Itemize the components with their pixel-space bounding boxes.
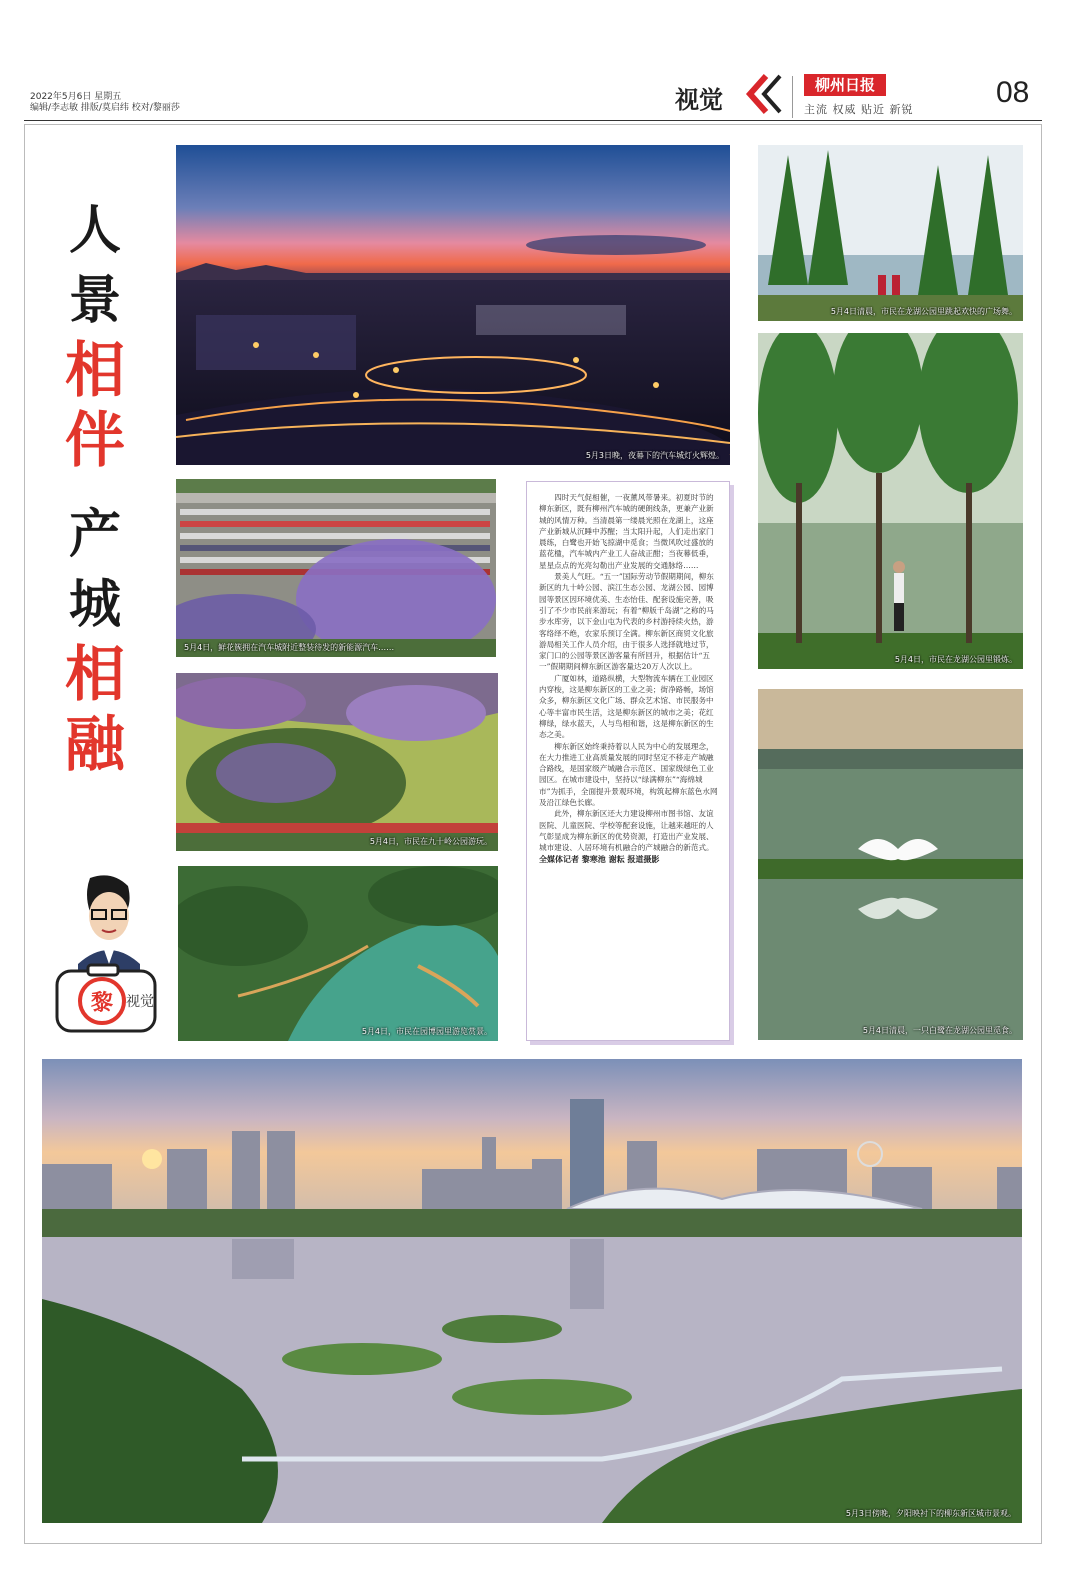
article-paragraph: 景美人气旺。“五一”国际劳动节假期期间，柳东新区的九十岭公园、滨江生态公园、龙湖公园、园博园等景区因环境优美、生态怡佳、配套设施完善，吸引了不少市民前来游玩；有着“柳版千岛湖”之称的马步水库旁，以下金山屯为代表的乡村游持续火热，游客络绎不绝，农家乐预订全满。柳东新区商贸文化旅游局相关工作人员介绍，由于很多人选择就地过节，家门口的公园等景区游客量有所回升，根据估计“五一”假期期间柳东新区游客量达20万人次以上。 [539, 572, 714, 672]
caption-aerial-park: 5月4日，市民在园博园里游览赏景。 [361, 1027, 492, 1036]
exercise-image [758, 333, 1023, 669]
section-title: 视觉 [675, 86, 723, 114]
chevron-left-icon [744, 72, 784, 116]
night-city-image [176, 145, 730, 465]
page-number: 08 [996, 76, 1030, 109]
header-date: 2022年5月6日 星期五 [30, 92, 122, 102]
caption-night-city: 5月3日晚，夜幕下的汽车城灯火辉煌。 [585, 451, 724, 460]
photo-car-lot [176, 479, 496, 657]
aerial-park-image [178, 866, 498, 1041]
article-paragraph: 此外，柳东新区还大力建设柳州市图书馆、友谊医院、儿童医院、学校等配套设施，让越来越旺的人气彰显成为柳东新区的优势资源，打造出产业发展、城市建设、人居环境有机融合的产城融合的新范式。 [539, 809, 714, 853]
article-paragraph: 柳东新区始终秉持着以人民为中心的发展理念，在大力推进工业高质量发展的同时坚定不移走产城融合路线，是国家级产城融合示范区、国家级绿色工业园区。在城市建设中，坚持以“绿满柳东”“海绵城市”为抓手，全面提升景观环境，构筑起柳东蓝色水网及沿江绿色长廊。 [539, 741, 718, 808]
photo-egret [758, 689, 1023, 1040]
caption-garden: 5月4日，市民在九十岭公园游玩。 [369, 837, 492, 846]
caption-panorama: 5月3日傍晚，夕阳映衬下的柳东新区城市景观。 [845, 1509, 1016, 1518]
garden-image [176, 673, 498, 851]
caption-egret: 5月4日清晨，一只白鹭在龙湖公园里觅食。 [862, 1026, 1017, 1035]
headline-char: 城 [68, 574, 121, 635]
newspaper-logo: 柳州日报 [804, 74, 886, 96]
headline-char: 伴 [65, 406, 125, 476]
headline-char: 人 [68, 200, 121, 261]
headline-part-2 [60, 500, 130, 780]
photo-trees-dance [758, 145, 1023, 321]
column-badge-name: 黎 [90, 990, 113, 1016]
article-byline: 全媒体记者 黎寒池 谢耘 报道摄影 [539, 853, 660, 864]
photo-aerial-park [178, 866, 498, 1041]
photo-exercise [758, 333, 1023, 669]
photo-night-city [176, 145, 730, 465]
caption-car-lot: 5月4日，鲜花簇拥在汽车城附近整装待发的新能源汽车…… [184, 643, 395, 652]
header-staff: 编辑/李志敏 排版/莫启纬 校对/黎丽莎 [30, 103, 180, 113]
headline-char: 相 [65, 336, 125, 406]
column-badge [54, 963, 158, 1035]
column-badge-label: 视觉 [126, 994, 154, 1010]
headline-char: 产 [68, 504, 121, 565]
egret-image [758, 689, 1023, 1040]
caption-exercise: 5月4日，市民在龙湖公园里锻炼。 [894, 655, 1017, 664]
newspaper-slogan: 主流 权威 贴近 新锐 [804, 103, 914, 116]
trees-dance-image [758, 145, 1023, 321]
panorama-image [42, 1059, 1022, 1523]
header-meta [30, 92, 180, 114]
header-rule [24, 120, 1042, 121]
photo-panorama [42, 1059, 1022, 1523]
article-paragraph: 广厦如林，道路纵横，大型物流车辆在工业园区内穿梭，这是柳东新区的工业之美；街净路畅，场馆众多，柳东新区文化广场、群众艺术馆、市民服务中心等丰富市民生活，这是柳东新区的城市之美；花红柳绿，绿水蓝天，人与鸟相和谐，这是柳东新区的生态之美。 [539, 673, 714, 740]
photo-garden [176, 673, 498, 851]
headline-char: 融 [65, 710, 125, 780]
car-lot-image [176, 479, 496, 657]
header-divider [792, 76, 793, 118]
headline-char: 景 [68, 270, 121, 331]
article-body [526, 481, 730, 1041]
caption-trees-dance: 5月4日清晨，市民在龙湖公园里跳起欢快的广场舞。 [830, 307, 1017, 316]
article-paragraph: 四时天气促相催，一夜薰风带暑来。初夏时节的柳东新区，既有柳州汽车城的硬朗线条，更兼产业新城的风情万种。当清晨第一缕晨光照在龙湖上，这座产业新城从沉睡中苏醒；当太阳升起，人们走出家门晨练，白鹭也开始飞掠湖中觅食；当微风吹过盛放的蓝花楹，汽车城内产业工人奋战正酣；当夜幕低垂，星星点点的光亮勾勒出产业发展的交通脉络…… [539, 493, 714, 570]
headline-part-1 [60, 196, 130, 476]
headline-char: 相 [65, 640, 125, 710]
